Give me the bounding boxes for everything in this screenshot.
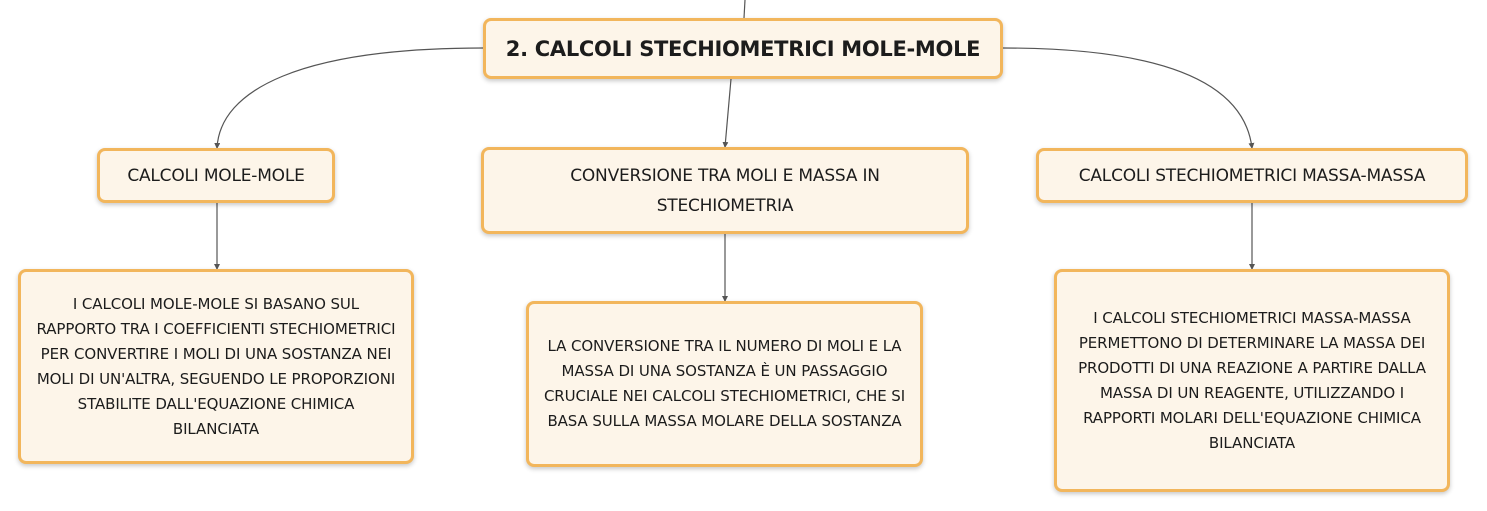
connector-root-to-branch-3	[1003, 48, 1252, 148]
topic-calcoli-massa-massa[interactable]	[1036, 148, 1468, 203]
detail-text: LA CONVERSIONE TRA IL NUMERO DI MOLI E LA MASSA DI UNA SOSTANZA È UN PASSAGGIO CRUCIALE NEI CALCOLI STECHIOMETRICI, CHE SI BASA SULLA MASSA MOLARE DELLA SOSTANZA	[543, 337, 906, 430]
topic-label: CONVERSIONE TRA MOLI E MASSA IN STECHIOMETRIA	[570, 165, 880, 216]
connector-root-to-branch-1	[217, 48, 483, 148]
detail-text: I CALCOLI MOLE-MOLE SI BASANO SUL RAPPORTO TRA I COEFFICIENTI STECHIOMETRICI PER CONVERTIRE I MOLI DI UNA SOSTANZA NEI MOLI DI UN'ALTRA, SEGUENDO LE PROPORZIONI STABILITE DALL'EQUAZIONE CHIMICA BILANCIATA	[36, 294, 396, 438]
detail-conversione-moli-massa[interactable]	[526, 301, 923, 467]
connector-parent-to-root	[744, 0, 745, 18]
root-topic-label: 2. CALCOLI STECHIOMETRICI MOLE-MOLE	[505, 36, 981, 61]
detail-calcoli-massa-massa[interactable]	[1054, 269, 1450, 492]
detail-text: I CALCOLI STECHIOMETRICI MASSA-MASSA PERMETTONO DI DETERMINARE LA MASSA DEI PRODOTTI DI UNA REAZIONE A PARTIRE DALLA MASSA DI UN REAGENTE, UTILIZZANDO I RAPPORTI MOLARI DELL'EQUAZIONE CHIMICA BILANCIATA	[1078, 308, 1426, 452]
root-topic[interactable]	[483, 18, 1003, 79]
detail-calcoli-mole-mole[interactable]	[18, 269, 414, 464]
topic-conversione-moli-massa[interactable]	[481, 147, 969, 234]
connector-root-to-branch-2	[725, 79, 731, 147]
topic-label: CALCOLI MOLE-MOLE	[127, 165, 305, 186]
topic-calcoli-mole-mole[interactable]	[97, 148, 335, 203]
topic-label: CALCOLI STECHIOMETRICI MASSA-MASSA	[1078, 165, 1426, 186]
